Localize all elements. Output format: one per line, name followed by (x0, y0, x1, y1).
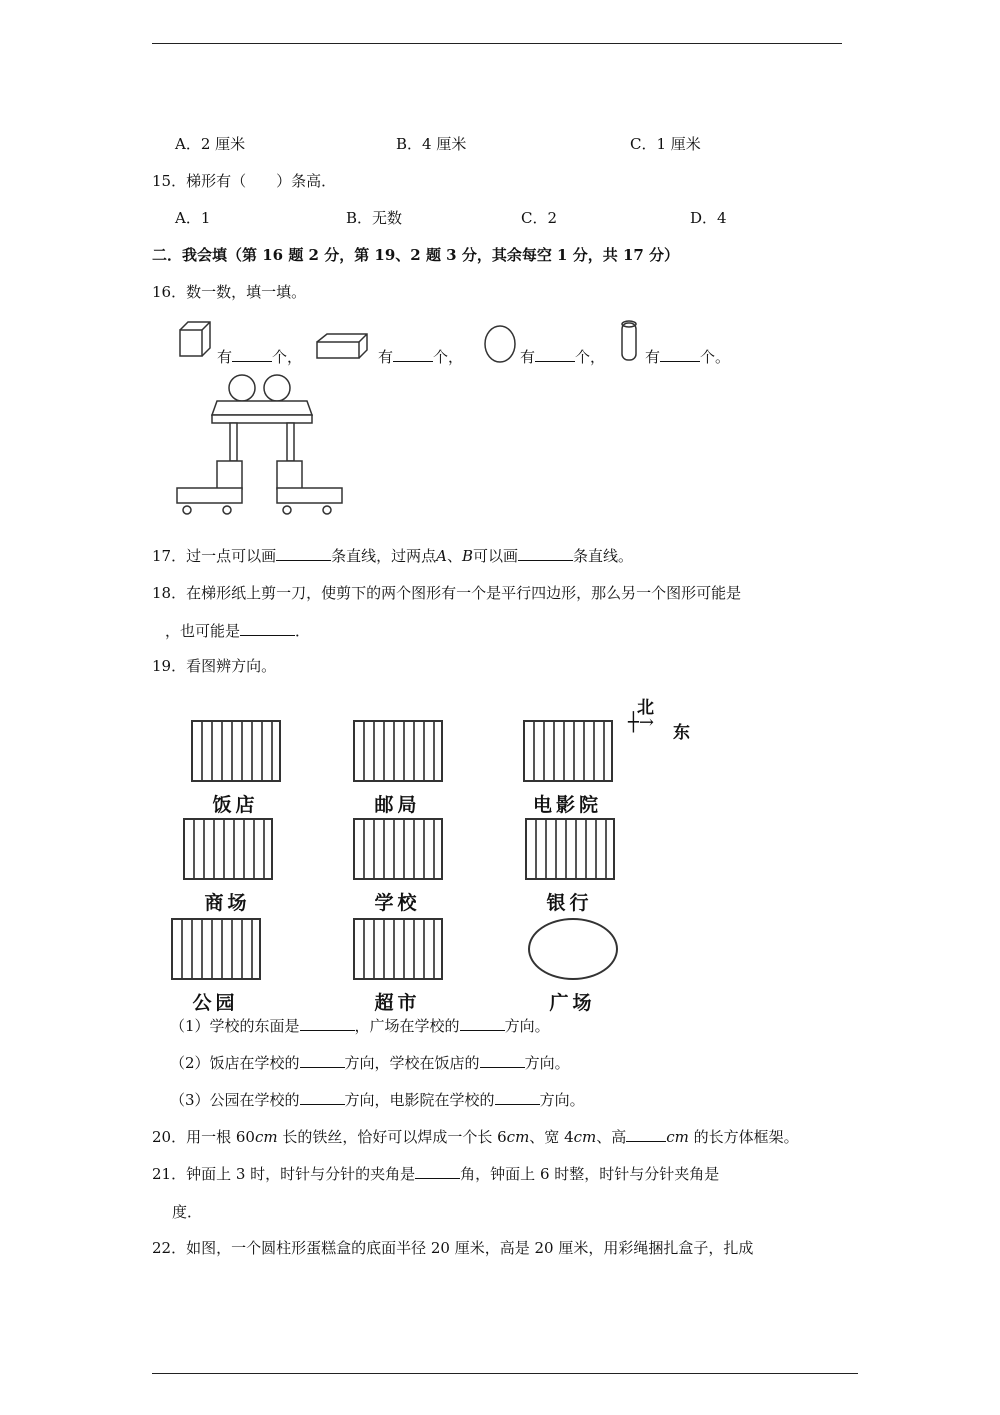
building-school: 学校 (350, 818, 445, 915)
q15-option-c: C．2 (521, 209, 558, 227)
building-cinema: 电影院 (520, 720, 615, 817)
q20: 20．用一根 60cm 长的铁丝，恰好可以焊成一个长 6cm、宽 4cm、高 cm 的长方体框架。 (152, 1128, 799, 1146)
q16-robot-figure (172, 373, 352, 518)
compass-north: 北 (637, 698, 654, 718)
q21-line1: 21．钟面上 3 时，时针与分针的夹角是 角，钟面上 6 时整，时针与分针夹角是 (152, 1165, 720, 1183)
q17: 17．过一点可以画 条直线，过两点A、B可以画 条直线。 (152, 547, 634, 565)
q19-stem: 19．看图辨方向。 (152, 657, 277, 675)
q15-option-a: A．1 (175, 209, 211, 227)
cube-icon (180, 322, 210, 356)
building-restaurant: 饭店 (188, 720, 283, 817)
q16-cuboid-blank: 有 个， (378, 348, 464, 366)
building-supermarket: 超市 (350, 918, 445, 1015)
cuboid-icon (317, 334, 367, 358)
footer-rule (152, 1373, 858, 1374)
q14-option-b: B．4 厘米 (396, 135, 467, 153)
q15-option-d: D．4 (690, 209, 727, 227)
q18-line1: 18．在梯形纸上剪一刀，使剪下的两个图形有一个是平行四边形，那么另一个图形可能是 (152, 584, 742, 602)
q21-line2: 度． (172, 1203, 203, 1221)
q16-sphere-blank: 有 个， (520, 348, 606, 366)
q14-option-c: C．1 厘米 (630, 135, 701, 153)
q15-option-b: B．无数 (346, 209, 403, 227)
q16-cylinder-blank: 有 个。 (645, 348, 731, 366)
section2-title: 二．我会填（第 16 题 2 分，第 19、2 题 3 分，其余每空 1 分，共 17 分） (152, 246, 680, 264)
q18-line2: ，也可能是 ． (165, 622, 311, 640)
cylinder-icon (622, 321, 636, 360)
building-park: 公园 (168, 918, 263, 1015)
header-rule (152, 43, 842, 44)
building-post-office: 邮局 (350, 720, 445, 817)
building-mall: 商场 (180, 818, 275, 915)
q16-stem: 16．数一数，填一填。 (152, 283, 307, 301)
compass-cross-icon: ┼→ (628, 712, 654, 733)
sphere-icon (485, 326, 515, 362)
building-bank: 银行 (522, 818, 617, 915)
q22: 22．如图，一个圆柱形蛋糕盒的底面半径 20 厘米，高是 20 厘米，用彩绳捆扎盒子，扎成 (152, 1239, 754, 1257)
q19-sub1: （1）学校的东面是 ，广场在学校的 方向。 (170, 1017, 550, 1035)
compass-east: 东 (673, 723, 690, 743)
q16-cube-blank: 有 个， (217, 348, 303, 366)
q19-sub2: （2）饭店在学校的 方向，学校在饭店的 方向。 (170, 1054, 570, 1072)
q19-sub3: （3）公园在学校的 方向，电影院在学校的 方向。 (170, 1091, 585, 1109)
building-square: 广场 (525, 918, 620, 1015)
q15-stem: 15．梯形有（ ）条高． (152, 172, 337, 190)
q14-option-a: A．2 厘米 (175, 135, 246, 153)
